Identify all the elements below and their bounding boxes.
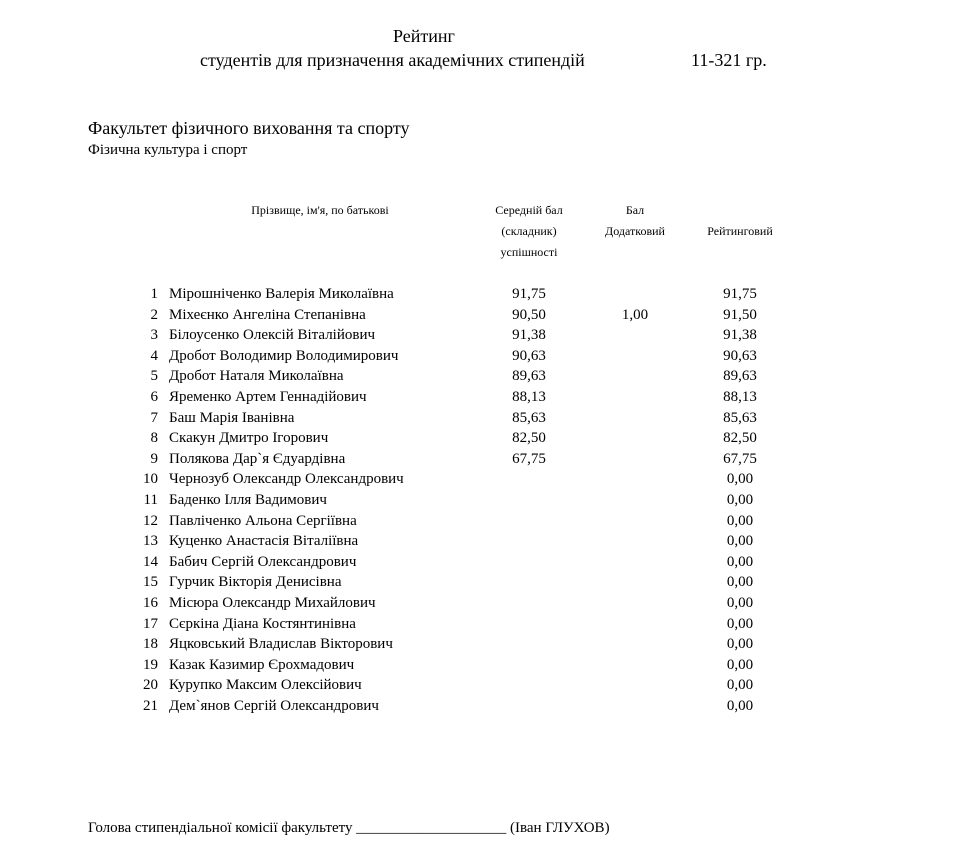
student-name: Мірошніченко Валерія Миколаївна: [169, 286, 394, 302]
student-name: Сєркіна Діана Костянтинівна: [169, 615, 356, 632]
rating-score: 0,00: [726, 512, 754, 529]
header-average-line-1: Середній бал: [495, 203, 563, 217]
header-bonus-line-1: Бал: [625, 203, 645, 217]
row-number: 4: [150, 347, 158, 364]
table-row: [0, 284, 968, 305]
row-number: 7: [150, 409, 158, 426]
row-number: 19: [143, 656, 158, 673]
rating-score: 0,00: [726, 491, 754, 508]
rating-score: 85,63: [723, 409, 757, 426]
row-number: 2: [150, 306, 158, 323]
rating-score: 0,00: [726, 553, 754, 570]
student-name: Полякова Дар`я Єдуардівна: [169, 450, 346, 467]
row-number: 10: [143, 471, 158, 488]
student-name: Міхеєнко Ангеліна Степанівна: [169, 306, 366, 323]
table-row: [0, 490, 968, 511]
row-number: 11: [143, 491, 158, 508]
student-name: Гурчик Вікторія Денисівна: [169, 574, 342, 591]
student-name: Курупко Максим Олексійович: [169, 677, 362, 694]
row-number: 1: [150, 286, 158, 302]
row-number: 6: [150, 388, 158, 405]
table-row: [0, 387, 968, 408]
table-row: [0, 366, 968, 387]
average-score: 90,50: [512, 306, 546, 323]
document-subtitle: студентів для призначення академічних стипендій: [200, 50, 585, 70]
specialty-name: Фізична культура і спорт: [88, 142, 248, 158]
student-name: Білоусенко Олексій Віталійович: [169, 327, 376, 344]
average-score: 88,13: [512, 388, 546, 405]
rating-score: 0,00: [726, 574, 754, 591]
table-row: [0, 428, 968, 449]
row-number: 21: [143, 697, 158, 714]
average-score: 91,75: [512, 286, 546, 302]
header-bonus: [590, 200, 680, 242]
average-score: 89,63: [512, 368, 546, 385]
rating-score: 67,75: [723, 450, 757, 467]
table-row: [0, 305, 968, 326]
rating-score: 0,00: [726, 533, 754, 550]
header-average-line-2: (складник): [501, 224, 557, 238]
row-number: 17: [143, 615, 158, 632]
student-name: Місюра Олександр Михайлович: [169, 594, 376, 611]
row-number: 18: [143, 636, 158, 653]
rating-score: 91,38: [723, 327, 757, 344]
row-number: 5: [150, 368, 158, 385]
rating-score: 91,75: [723, 286, 757, 302]
row-number: 15: [143, 574, 158, 591]
student-name: Дем`янов Сергій Олександрович: [169, 697, 379, 714]
student-name: Павліченко Альона Сергіївна: [169, 512, 357, 529]
row-number: 8: [150, 430, 158, 447]
rating-score: 0,00: [726, 677, 754, 694]
table-row: [0, 572, 968, 593]
rating-score: 82,50: [723, 430, 757, 447]
rating-score: 0,00: [726, 697, 754, 714]
table-row: [0, 593, 968, 614]
average-score: 85,63: [512, 409, 546, 426]
faculty-name: Факультет фізичного виховання та спорту: [88, 118, 410, 138]
table-row: [0, 696, 968, 717]
row-number: 20: [143, 677, 158, 694]
group-label: 11-321 гр.: [691, 50, 767, 70]
student-name: Дробот Наталя Миколаївна: [169, 368, 344, 385]
header-rating: Рейтинговий: [707, 224, 773, 238]
student-name: Скакун Дмитро Ігорович: [169, 430, 329, 447]
rating-score: 0,00: [726, 636, 754, 653]
rating-score: 88,13: [723, 388, 757, 405]
average-score: 90,63: [512, 347, 546, 364]
student-name: Яцковський Владислав Вікторович: [169, 636, 393, 653]
student-name: Казак Казимир Єрохмадович: [169, 656, 355, 673]
rating-score: 91,50: [723, 306, 757, 323]
rating-score: 89,63: [723, 368, 757, 385]
header-bonus-line-2: Додатковий: [605, 224, 665, 238]
table-row: [0, 655, 968, 676]
table-row: [0, 449, 968, 470]
table-row: [0, 346, 968, 367]
table-row: [0, 614, 968, 635]
student-name: Яременко Артем Геннадійович: [169, 388, 367, 405]
rating-score: 0,00: [726, 471, 754, 488]
average-score: 82,50: [512, 430, 546, 447]
signature-line: Голова стипендіальної комісії факультету ____________________ (Іван ГЛУХОВ): [88, 820, 610, 836]
table-row: [0, 675, 968, 696]
row-number: 9: [150, 450, 158, 467]
table-row: [0, 531, 968, 552]
student-name: Куценко Анастасія Віталіївна: [169, 533, 359, 550]
student-name: Дробот Володимир Володимирович: [169, 347, 399, 364]
rating-score: 90,63: [723, 347, 757, 364]
rating-table: [0, 284, 968, 716]
row-number: 14: [143, 553, 158, 570]
table-row: [0, 325, 968, 346]
header-average-line-3: успішності: [500, 245, 558, 259]
row-number: 12: [143, 512, 158, 529]
rating-score: 0,00: [726, 615, 754, 632]
table-row: [0, 511, 968, 532]
rating-score: 0,00: [726, 656, 754, 673]
student-name: Баденко Ілля Вадимович: [169, 491, 327, 508]
header-average: [484, 200, 574, 263]
header-name: Прізвище, ім'я, по батькові: [251, 203, 389, 217]
document-title: Рейтинг: [393, 26, 455, 46]
rating-score: 0,00: [726, 594, 754, 611]
table-row: [0, 408, 968, 429]
bonus-score: 1,00: [621, 306, 649, 323]
table-row: [0, 469, 968, 490]
table-row: [0, 634, 968, 655]
row-number: 13: [143, 533, 158, 550]
row-number: 16: [143, 594, 158, 611]
student-name: Бабич Сергій Олександрович: [169, 553, 357, 570]
table-row: [0, 552, 968, 573]
student-name: Баш Марія Іванівна: [169, 409, 295, 426]
student-name: Чернозуб Олександр Олександрович: [169, 471, 404, 488]
average-score: 91,38: [512, 327, 546, 344]
average-score: 67,75: [512, 450, 546, 467]
row-number: 3: [150, 327, 158, 344]
